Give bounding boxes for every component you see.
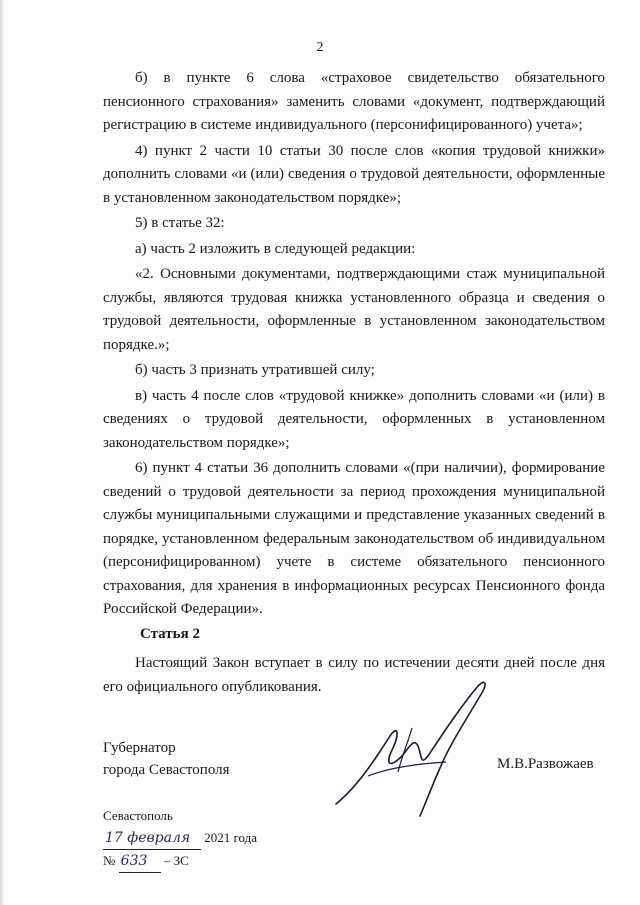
paragraph: 6) пункт 4 статьи 36 дополнить словами «(при наличии), формирование сведений о трудовой деятельности за период прохождения муниципальной службы муниципальными служащими и представление указанных сведений в порядке, установленном федеральным законодательством об индивидуальном (персонифицированном) учете в системе обязательного пенсионного страхования, для хранения в информационных ресурсах Пенсионного фонда Российской Федерации». — [103, 460, 605, 617]
page-number: 2 — [316, 40, 324, 55]
signing-city: Севастополь — [103, 808, 173, 823]
paragraph: б) часть 3 признать утратившей силу; — [135, 362, 375, 378]
signing-year: 2021 года — [204, 830, 258, 845]
paragraph: 5) в статье 32: — [135, 215, 225, 231]
signature-image — [328, 676, 498, 826]
article-text: Настоящий Закон вступает в силу по истечении десяти дней после дня его официального опубликования. — [103, 655, 605, 695]
scan-edge — [0, 0, 4, 905]
paragraph: б) в пункте 6 слова «страховое свидетельство обязательного пенсионного страхования» заменить словами «документ, подтверждающий регистрацию в системе индивидуального (персонифицированного) учета»; — [103, 70, 605, 133]
article-heading: Статья 2 — [140, 626, 200, 642]
handwritten-number: 633 — [119, 850, 161, 873]
governor-name: М.В.Развожаев — [497, 756, 594, 772]
amendments-body — [103, 67, 605, 622]
handwritten-date: 17 февраля — [103, 827, 201, 850]
governor-line-2: города Севастополя — [103, 762, 230, 778]
signing-block — [103, 805, 257, 873]
number-prefix: № — [103, 853, 116, 868]
paragraph: «2. Основными документами, подтверждающими стаж муниципальной службы, являются трудовая книжка установленного образца и сведения о трудовой деятельности, оформленные в установленном законодательством порядке.»; — [103, 266, 605, 353]
governor-title — [103, 737, 230, 781]
number-suffix: – ЗС — [163, 853, 189, 868]
law-number — [103, 850, 257, 873]
paragraph: в) часть 4 после слов «трудовой книжке» дополнить словами «и (или) в сведениях о трудовой деятельности, оформленных в установленном законодательством порядке»; — [103, 387, 605, 451]
governor-line-1: Губернатор — [103, 740, 176, 756]
paragraph: 4) пункт 2 части 10 статьи 30 после слов «копия трудовой книжки» дополнить словами «и (или) сведения о трудовой деятельности, оформленные в установленном законодательством порядке»; — [103, 142, 605, 206]
paragraph: а) часть 2 изложить в следующей редакции: — [135, 240, 416, 257]
signing-date — [103, 827, 257, 850]
